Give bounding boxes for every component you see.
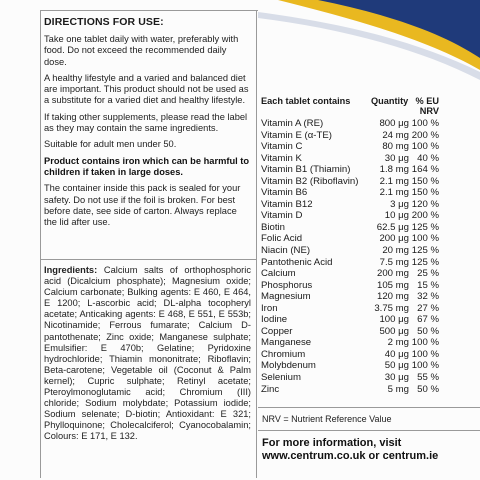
nutrient-name: Magnesium: [261, 291, 311, 303]
nutrient-name: Niacin (NE): [261, 245, 311, 257]
divider-top-left: [40, 10, 258, 11]
nutrient-nrv: 67 %: [417, 314, 439, 326]
nutrient-name: Vitamin B1 (Thiamin): [261, 164, 351, 176]
table-row: [261, 291, 439, 303]
directions-paragraph: If taking other supplements, please read the label as they may contain the same ingredients.: [44, 111, 248, 134]
nutrient-name: Biotin: [261, 221, 285, 233]
nutrient-nrv: 15 %: [417, 279, 439, 291]
nutrient-quantity: 30 μg: [384, 152, 409, 164]
nutrient-name: Iron: [261, 302, 278, 314]
nutrient-name: Iodine: [261, 314, 288, 326]
table-row: [261, 245, 439, 257]
nutrient-name: Phosphorus: [261, 279, 313, 291]
nutrient-nrv: 100 %: [411, 337, 439, 349]
table-row: [261, 337, 439, 349]
nutrient-nrv: 100 %: [411, 233, 439, 245]
table-row: [261, 130, 439, 142]
nutrient-quantity: 5 mg: [387, 383, 409, 395]
table-row: [261, 257, 439, 269]
nutrient-nrv: 40 %: [417, 152, 439, 164]
nutrient-nrv: 100 %: [411, 360, 439, 372]
nutrient-name: Zinc: [261, 383, 280, 395]
nutrient-name: Manganese: [261, 337, 312, 349]
nutrient-name: Vitamin B2 (Riboflavin): [261, 175, 359, 187]
nutrient-quantity: 2.1 mg: [379, 187, 409, 199]
nutrient-nrv: 100 %: [411, 141, 439, 153]
brand-swoosh-graphic: [258, 0, 480, 80]
nutrient-quantity: 50 μg: [384, 360, 409, 372]
nutrient-quantity: 500 μg: [379, 325, 409, 337]
nutrition-table-header: [261, 92, 439, 118]
ingredients-text: Calcium salts of orthophosphoric acid (Dicalcium phosphate); Magnesium oxide; Calcium carbonate; Bulking agents: E 460, E 464, E 1200; L-ascorbic acid; DL-alpha tocopheryl acetate; Anticaking agents: E 468, E 551, E 553b; Nicotinamide; Ferrous fumarate; Calcium D-pantothenate; Zinc oxide; Manganese sulphate; Emulsifier: E 470b; Gelatine; Pyridoxine hydrochloride; Thiamin mononitrate; Riboflavin; Beta-carotene; Vegetable oil (Coconut & Palm kernel); Cupric sulphate; Retinyl acetate; Pteroylmonoglutamic acid; Chromium (III) chloride; Sodium molybdate; Potassium iodide; Sodium selenate; D-biotin; Antioxidant: E 321; Phylloquinone; Cholecalciferol; Cyanocobalamin; Colours: E 171, E 132.: [44, 265, 251, 442]
nutrient-quantity: 1.8 mg: [379, 164, 409, 176]
nutrient-nrv: 55 %: [417, 372, 439, 384]
nutrient-name: Pantothenic Acid: [261, 256, 333, 268]
directions-section: [44, 16, 250, 233]
nutrient-quantity: 2 mg: [387, 337, 409, 349]
table-row: [261, 268, 439, 280]
nutrient-name: Vitamin B12: [261, 198, 313, 210]
nutrient-quantity: 800 μg: [379, 118, 409, 129]
header-nrv-line1: % EU: [415, 96, 439, 106]
nutrient-quantity: 200 μg: [379, 233, 409, 245]
nutrient-quantity: 62.5 μg: [376, 221, 409, 233]
nutrient-nrv: 125 %: [411, 245, 439, 257]
nutrient-name: Folic Acid: [261, 233, 303, 245]
table-row: [261, 360, 439, 372]
nutrient-nrv: 150 %: [411, 187, 439, 199]
table-row: [261, 349, 439, 361]
nutrient-name: Calcium: [261, 268, 296, 280]
nutrient-quantity: 100 μg: [379, 314, 409, 326]
table-row: [261, 314, 439, 326]
directions-paragraph: Suitable for adult men under 50.: [44, 139, 177, 150]
nutrient-name: Vitamin C: [261, 141, 303, 153]
header-nrv-line2: NRV: [419, 106, 439, 116]
nrv-footnote: NRV = Nutrient Reference Value: [262, 414, 392, 424]
more-info-text: For more information, visit: [262, 437, 402, 449]
nutrient-name: Chromium: [261, 348, 306, 360]
nutrient-name: Selenium: [261, 372, 301, 384]
table-row: [261, 153, 439, 165]
nutrient-nrv: 120 %: [411, 198, 439, 210]
table-row: [261, 199, 439, 211]
nutrition-table-body: [261, 118, 439, 395]
nutrient-quantity: 120 mg: [377, 291, 409, 303]
directions-paragraph: A healthy lifestyle and a varied and balanced diet are important. This product should not be used as a substitute for a varied diet and healthy lifestyle.: [44, 72, 249, 106]
nutrient-quantity: 20 mg: [382, 245, 409, 257]
table-row: [261, 187, 439, 199]
header-quantity: Quantity: [371, 96, 409, 106]
more-info: [262, 437, 477, 463]
nutrient-nrv: 32 %: [417, 291, 439, 303]
nutrient-name: Vitamin A (RE): [261, 118, 324, 129]
website-link[interactable]: www.centrum.co.uk or centrum.ie: [262, 450, 439, 462]
nutrient-name: Vitamin B6: [261, 187, 308, 199]
ingredients-label: Ingredients:: [44, 265, 98, 275]
nutrient-nrv: 150 %: [411, 175, 439, 187]
divider-vertical-left: [40, 10, 41, 478]
nutrient-nrv: 164 %: [411, 164, 439, 176]
divider-ingredients: [40, 259, 256, 260]
nutrient-name: Vitamin D: [261, 210, 303, 222]
divider-vertical-center: [256, 10, 257, 478]
nutrient-quantity: 105 mg: [377, 279, 409, 291]
directions-paragraph: Take one tablet daily with water, preferably with food. Do not exceed the recommended daily dose.: [44, 34, 239, 67]
header-each-tablet: Each tablet contains: [261, 96, 351, 106]
table-row: [261, 303, 439, 315]
table-row: [261, 233, 439, 245]
nutrient-nrv: 200 %: [411, 129, 439, 141]
header-nrv: [416, 96, 440, 116]
table-row: [261, 210, 439, 222]
nutrient-quantity: 80 mg: [382, 141, 409, 153]
table-row: [261, 222, 439, 234]
nutrient-nrv: 50 %: [417, 383, 439, 395]
nutrition-table: [261, 92, 439, 395]
nutrient-nrv: 27 %: [417, 302, 439, 314]
nutrient-nrv: 200 %: [411, 210, 439, 222]
directions-title: DIRECTIONS FOR USE:: [44, 16, 164, 28]
divider-table-bottom: [258, 407, 480, 408]
nutrient-nrv: 25 %: [417, 268, 439, 280]
nutrient-quantity: 30 μg: [384, 372, 409, 384]
table-row: [261, 141, 439, 153]
nutrient-quantity: 10 μg: [384, 210, 409, 222]
iron-warning: Product contains iron which can be harmful to children if taken in large doses.: [44, 155, 250, 177]
nutrient-quantity: 3.75 mg: [374, 302, 409, 314]
nutrient-nrv: 100 %: [411, 348, 439, 360]
table-row: [261, 384, 439, 396]
nutrient-name: Molybdenum: [261, 360, 316, 372]
nutrient-name: Vitamin K: [261, 152, 302, 164]
nutrient-nrv: 50 %: [417, 325, 439, 337]
nutrient-quantity: 3 μg: [390, 198, 409, 210]
table-row: [261, 164, 439, 176]
table-row: [261, 118, 439, 130]
directions-paragraph: The container inside this pack is sealed for your safety. Do not use if the foil is broken. For best before date, see side of carton. Always replace the lid after use.: [44, 183, 241, 228]
table-row: [261, 372, 439, 384]
divider-footer: [258, 430, 480, 431]
table-row: [261, 280, 439, 292]
nutrient-nrv: 125 %: [411, 221, 439, 233]
nutrient-name: Vitamin E (α-TE): [261, 129, 332, 141]
nutrient-quantity: 40 μg: [384, 348, 409, 360]
table-row: [261, 326, 439, 338]
nutrient-quantity: 200 mg: [377, 268, 409, 280]
nutrient-nrv: 100 %: [411, 118, 439, 129]
nutrient-nrv: 125 %: [411, 256, 439, 268]
ingredients-section: [44, 265, 251, 443]
nutrient-quantity: 24 mg: [382, 129, 409, 141]
nutrient-quantity: 7.5 mg: [379, 256, 409, 268]
nutrient-name: Copper: [261, 325, 293, 337]
table-row: [261, 176, 439, 188]
nutrient-quantity: 2.1 mg: [379, 175, 409, 187]
